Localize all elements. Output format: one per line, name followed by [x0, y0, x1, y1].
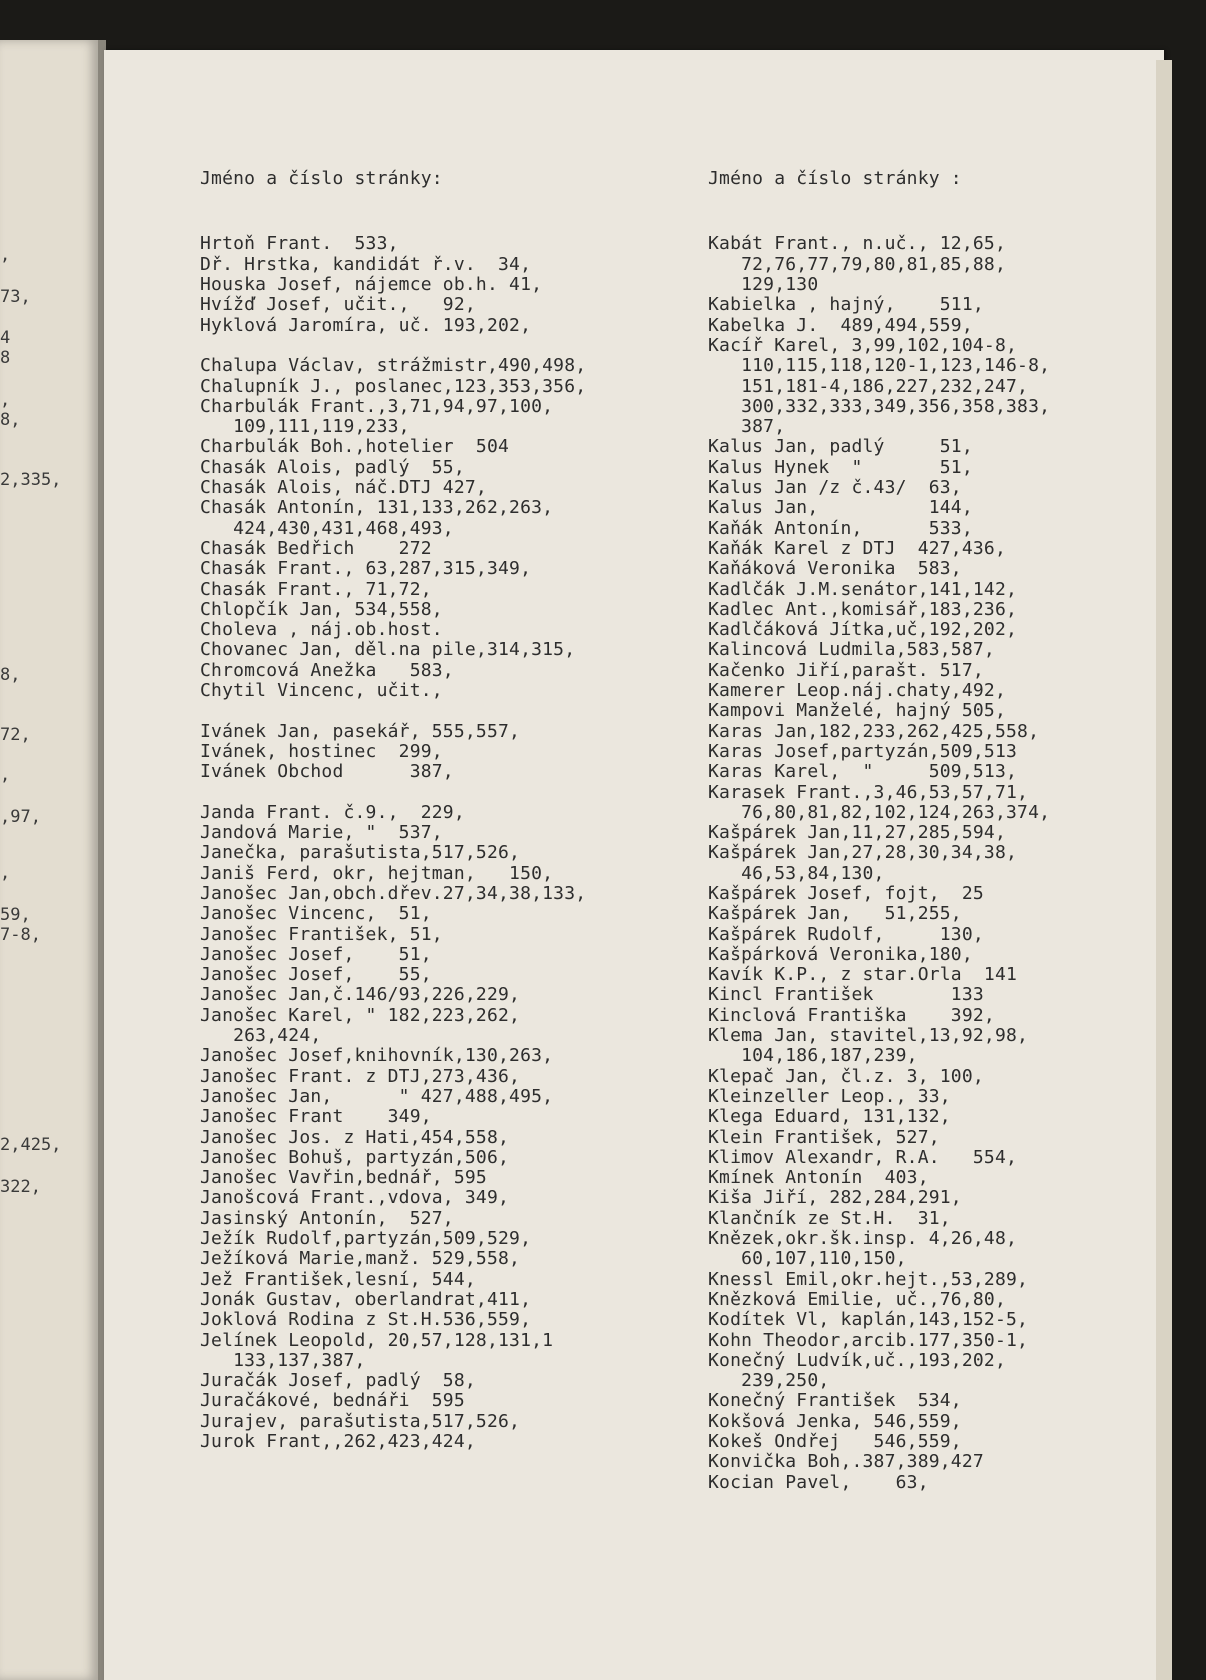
- index-entry-line: 133,137,387,: [200, 1349, 366, 1371]
- index-entry-line: Klein František, 527,: [708, 1126, 940, 1148]
- index-entry-line: Jurok Frant,,262,423,424,: [200, 1431, 476, 1452]
- index-entry-line: Ježíková Marie,manž. 529,558,: [200, 1248, 521, 1270]
- previous-page-fragment: 59,: [0, 905, 31, 925]
- index-entry-line: Charbulák Frant.,3,71,94,97,100,: [200, 395, 554, 417]
- index-entry-line: Kadlec Ant.,komisář,183,236,: [708, 598, 1018, 620]
- index-entry-line: 109,111,119,233,: [200, 416, 410, 438]
- previous-page-fragment: 8,: [0, 665, 21, 685]
- previous-page-fragment: 4: [0, 328, 11, 348]
- index-entry-line: Kodítek Vl, kaplán,143,152-5,: [708, 1309, 1029, 1331]
- index-entry-line: Kabát Frant., n.uč., 12,65,: [708, 233, 1006, 255]
- index-entry-line: Dř. Hrstka, kandidát ř.v. 34,: [200, 253, 532, 275]
- previous-page-fragment: 8: [0, 348, 11, 368]
- index-entry-line: Kadlčáková Jítka,uč,192,202,: [708, 619, 1018, 641]
- right-index-column: [708, 128, 1050, 1533]
- index-entry-line: 300,332,333,349,356,358,383,: [708, 395, 1051, 417]
- index-entry-line: Konečný František 534,: [708, 1390, 962, 1412]
- index-entry-line: Juračákové, bednáři 595: [200, 1390, 465, 1412]
- index-entry-line: Janošec Bohuš, partyzán,506,: [200, 1146, 510, 1168]
- index-entry-line: Chasák Bedřich 272: [200, 537, 432, 559]
- index-entry-line: Ivánek, hostinec 299,: [200, 740, 443, 762]
- index-entry-line: Hrtoň Frant. 533,: [200, 233, 399, 255]
- index-entry-line: Kalus Jan, 144,: [708, 497, 973, 519]
- previous-page-edge: [0, 40, 98, 1680]
- index-entry-line: Konečný Ludvík,uč.,193,202,: [708, 1349, 1006, 1371]
- index-entry-line: Klimov Alexandr, R.A. 554,: [708, 1146, 1018, 1168]
- index-entry-line: Juračák Josef, padlý 58,: [200, 1370, 476, 1392]
- index-entry-line: Knězková Emilie, uč.,76,80,: [708, 1288, 1006, 1310]
- left-index-entries: [200, 234, 586, 1452]
- index-entry-line: Kacíř Karel, 3,99,102,104-8,: [708, 334, 1018, 356]
- index-entry-line: Kačenko Jiří,parašt. 517,: [708, 659, 984, 681]
- previous-page-fragment: ,: [0, 390, 11, 410]
- index-entry-line: Kleinzeller Leop., 33,: [708, 1085, 951, 1107]
- index-entry-line: Karas Jan,182,233,262,425,558,: [708, 720, 1040, 742]
- previous-page-fragment: 2,425,: [0, 1135, 62, 1155]
- index-entry-line: 110,115,118,120-1,123,146-8,: [708, 355, 1051, 377]
- index-entry-line: Chalupa Václav, strážmistr,490,498,: [200, 355, 587, 377]
- index-entry-line: 76,80,81,82,102,124,263,374,: [708, 801, 1051, 823]
- index-entry-line: Chlopčík Jan, 534,558,: [200, 598, 443, 620]
- index-entry-line: Klema Jan, stavitel,13,92,98,: [708, 1025, 1029, 1047]
- index-entry-line: Knessl Emil,okr.hejt.,53,289,: [708, 1268, 1029, 1290]
- index-entry-line: Kašpárek Josef, fojt, 25: [708, 882, 984, 904]
- index-entry-line: Chytil Vincenc, učit.,: [200, 680, 443, 702]
- index-entry-line: Janošec Frant. z DTJ,273,436,: [200, 1065, 521, 1087]
- index-entry-line: Chovanec Jan, děl.na pile,314,315,: [200, 639, 576, 661]
- index-entry-line: [200, 336, 586, 356]
- index-entry-line: Karas Karel, " 509,513,: [708, 761, 1018, 783]
- index-entry-line: 60,107,110,150,: [708, 1248, 907, 1270]
- index-entry-line: Chasák Alois, padlý 55,: [200, 456, 465, 478]
- previous-page-fragment: 2,335,: [0, 470, 62, 490]
- index-entry-line: Kincl František 133: [708, 984, 984, 1006]
- index-entry-line: Kašpárek Rudolf, 130,: [708, 923, 984, 945]
- index-entry-line: 46,53,84,130,: [708, 862, 885, 884]
- index-entry-line: [200, 701, 586, 721]
- index-entry-line: Klepač Jan, čl.z. 3, 100,: [708, 1065, 984, 1087]
- index-entry-line: Janošec Josef, 51,: [200, 943, 432, 965]
- index-entry-line: Chasák Antonín, 131,133,262,263,: [200, 497, 554, 519]
- index-entry-line: Kašpárková Veronika,180,: [708, 943, 973, 965]
- index-entry-line: Joklová Rodina z St.H.536,559,: [200, 1309, 532, 1331]
- index-entry-line: Chalupník J., poslanec,123,353,356,: [200, 375, 587, 397]
- index-entry-line: Janošec Vincenc, 51,: [200, 903, 432, 925]
- index-entry-line: Janda Frant. č.9., 229,: [200, 801, 465, 823]
- index-entry-line: [200, 783, 586, 803]
- index-entry-line: Kaňák Karel z DTJ 427,436,: [708, 537, 1006, 559]
- index-entry-line: Kašpárek Jan,27,28,30,34,38,: [708, 842, 1018, 864]
- index-entry-line: Hvížď Josef, učit., 92,: [200, 294, 476, 316]
- index-entry-line: Janošec Vavřin,bednář, 595: [200, 1167, 487, 1189]
- page-edge: [1156, 60, 1172, 1680]
- index-entry-line: Kavík K.P., z star.Orla 141: [708, 964, 1018, 986]
- index-entry-line: Karas Josef,partyzán,509,513: [708, 740, 1018, 762]
- index-entry-line: Kalus Jan /z č.43/ 63,: [708, 477, 962, 499]
- previous-page-fragment: ,97,: [0, 807, 41, 827]
- index-entry-line: 239,250,: [708, 1370, 830, 1392]
- index-entry-line: Kiša Jiří, 282,284,291,: [708, 1187, 962, 1209]
- index-entry-line: Janošcová Frant.,vdova, 349,: [200, 1187, 510, 1209]
- previous-page-fragment: 72,: [0, 725, 31, 745]
- previous-page-fragment: ,: [0, 863, 11, 883]
- index-entry-line: Kaňáková Veronika 583,: [708, 558, 962, 580]
- index-entry-line: Janošec František, 51,: [200, 923, 443, 945]
- index-entry-line: 129,130: [708, 274, 819, 296]
- index-entry-line: Jež František,lesní, 544,: [200, 1268, 476, 1290]
- index-entry-line: Klančník ze St.H. 31,: [708, 1207, 951, 1229]
- index-entry-line: Chasák Alois, náč.DTJ 427,: [200, 477, 487, 499]
- index-entry-line: Ivánek Obchod 387,: [200, 761, 454, 783]
- left-column-heading: Jméno a číslo stránky:: [200, 167, 443, 189]
- index-entry-line: Charbulák Boh.,hotelier 504: [200, 436, 510, 458]
- right-index-entries: [708, 234, 1050, 1492]
- index-entry-line: Kocian Pavel, 63,: [708, 1471, 929, 1493]
- index-entry-line: Konvička Boh,.387,389,427: [708, 1451, 984, 1473]
- index-entry-line: Hyklová Jaromíra, uč. 193,202,: [200, 314, 532, 336]
- index-entry-line: Kabelka J. 489,494,559,: [708, 314, 973, 336]
- index-entry-line: Janošec Jan,obch.dřev.27,34,38,133,: [200, 882, 587, 904]
- previous-page-fragment: 7-8,: [0, 925, 41, 945]
- previous-page-fragment: 73,: [0, 287, 31, 307]
- index-entry-line: Janošec Frant 349,: [200, 1106, 432, 1128]
- index-entry-line: Kalus Jan, padlý 51,: [708, 436, 973, 458]
- index-entry-line: Choleva , náj.ob.host.: [200, 619, 443, 641]
- index-entry-line: Kampovi Manželé, hajný 505,: [708, 700, 1006, 722]
- left-index-column: [200, 128, 586, 1493]
- index-entry-line: Kamerer Leop.náj.chaty,492,: [708, 680, 1006, 702]
- index-entry-line: 424,430,431,468,493,: [200, 517, 454, 539]
- index-entry-line: Janošec Josef, 55,: [200, 964, 432, 986]
- index-entry-line: Karasek Frant.,3,46,53,57,71,: [708, 781, 1029, 803]
- index-entry-line: Janiš Ferd, okr, hejtman, 150,: [200, 862, 554, 884]
- previous-page-fragment: 8,: [0, 410, 21, 430]
- index-entry-line: Kokšová Jenka, 546,559,: [708, 1410, 962, 1432]
- index-entry-line: Kohn Theodor,arcib.177,350-1,: [708, 1329, 1029, 1351]
- index-entry-line: Janošec Jan,č.146/93,226,229,: [200, 984, 521, 1006]
- index-entry-line: Kalus Hynek " 51,: [708, 456, 973, 478]
- index-entry-line: Klega Eduard, 131,132,: [708, 1106, 951, 1128]
- index-entry-line: Jelínek Leopold, 20,57,128,131,1: [200, 1329, 554, 1351]
- index-entry-line: Janečka, parašutista,517,526,: [200, 842, 521, 864]
- index-entry-line: 151,181-4,186,227,232,247,: [708, 375, 1029, 397]
- index-entry-line: Kabielka , hajný, 511,: [708, 294, 984, 316]
- index-entry-line: 263,424,: [200, 1025, 322, 1047]
- index-entry-line: Chromcová Anežka 583,: [200, 659, 454, 681]
- index-entry-line: 104,186,187,239,: [708, 1045, 918, 1067]
- index-entry-line: Ježík Rudolf,partyzán,509,529,: [200, 1228, 532, 1250]
- index-entry-line: Chasák Frant., 71,72,: [200, 578, 432, 600]
- previous-page-fragment: 322,: [0, 1177, 41, 1197]
- right-column-heading: Jméno a číslo stránky :: [708, 167, 962, 189]
- index-entry-line: Ivánek Jan, pasekář, 555,557,: [200, 720, 521, 742]
- index-entry-line: Kadlčák J.M.senátor,141,142,: [708, 578, 1018, 600]
- index-entry-line: Knězek,okr.šk.insp. 4,26,48,: [708, 1228, 1018, 1250]
- index-entry-line: Kmínek Antonín 403,: [708, 1167, 929, 1189]
- index-entry-line: Janošec Karel, " 182,223,262,: [200, 1004, 521, 1026]
- index-entry-line: Jonák Gustav, oberlandrat,411,: [200, 1288, 532, 1310]
- index-entry-line: Houska Josef, nájemce ob.h. 41,: [200, 274, 543, 296]
- index-entry-line: Janošec Jos. z Hati,454,558,: [200, 1126, 510, 1148]
- index-entry-line: 387,: [708, 416, 786, 438]
- index-entry-line: Kašpárek Jan, 51,255,: [708, 903, 962, 925]
- index-entry-line: Chasák Frant., 63,287,315,349,: [200, 558, 532, 580]
- index-entry-line: Kalincová Ludmila,583,587,: [708, 639, 995, 661]
- index-entry-line: Kaňák Antonín, 533,: [708, 517, 973, 539]
- index-entry-line: 72,76,77,79,80,81,85,88,: [708, 253, 1006, 275]
- index-entry-line: Janošec Josef,knihovník,130,263,: [200, 1045, 554, 1067]
- index-entry-line: Jurajev, parašutista,517,526,: [200, 1410, 521, 1432]
- index-entry-line: Jandová Marie, " 537,: [200, 822, 443, 844]
- previous-page-fragment: ,: [0, 765, 11, 785]
- index-entry-line: Kašpárek Jan,11,27,285,594,: [708, 822, 1006, 844]
- index-entry-line: Kinclová Františka 392,: [708, 1004, 995, 1026]
- previous-page-fragment: ,: [0, 245, 11, 265]
- index-entry-line: Kokeš Ondřej 546,559,: [708, 1431, 962, 1452]
- index-entry-line: Jasinský Antonín, 527,: [200, 1207, 454, 1229]
- index-entry-line: Janošec Jan, " 427,488,495,: [200, 1085, 554, 1107]
